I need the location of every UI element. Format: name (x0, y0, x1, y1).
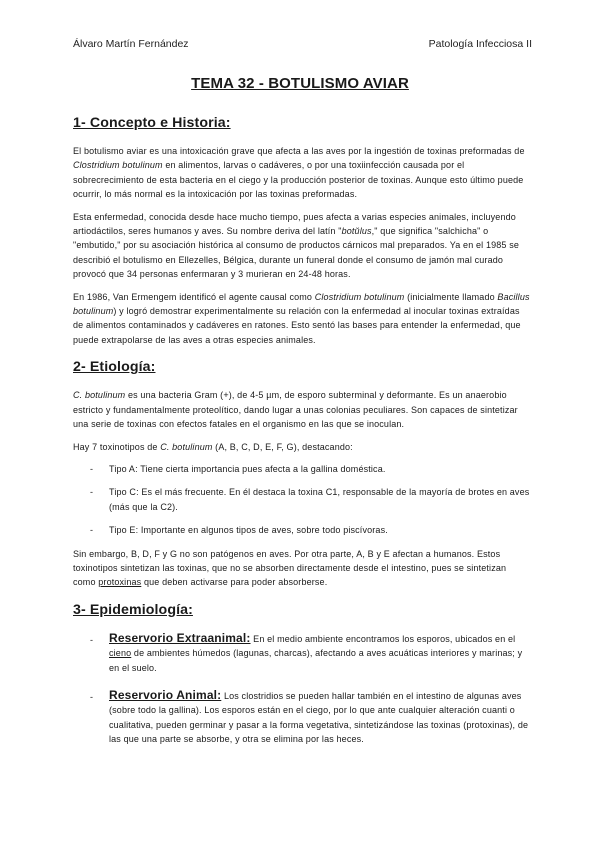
text-run: en alimentos, larvas o cadáveres, o por una toxiinfección causada por el sobrecrecimiento de esta bacteria en el ciego y la producción posterior de toxinas. Aunque esto último puede ocurrir, lo más normal es la intoxicación por las toxinas preformadas. (73, 160, 524, 200)
text-run: que deben activarse para poder absorberse. (141, 577, 328, 588)
section-heading: 2- Etiología: (73, 359, 156, 376)
paragraph (73, 290, 530, 348)
organism-name: Clostridium botulinum (314, 291, 405, 302)
list-item (90, 688, 530, 747)
header-course: Patología Infecciosa II (428, 38, 532, 50)
organism-name: C. botulinum (160, 441, 213, 452)
organism-name: Clostridium botulinum (73, 160, 163, 171)
toxinotype-list (73, 462, 530, 538)
list-item: - Tipo E: Importante en algunos tipos de aves, sobre todo piscívoras. (90, 523, 530, 537)
text-run: (inicialmente llamado (404, 291, 498, 302)
section-etiologia (73, 359, 530, 589)
underlined-term: cieno (109, 648, 132, 659)
text-run: Esta enfermedad, conocida desde hace mucho tiempo, pues afecta a varias especies animales, incluyendo artiodáctilos, seres humanos y aves. Su nombre deriva del latín " (73, 211, 516, 237)
text-run: (A, B, C, D, E, F, G), destacando: (212, 441, 353, 452)
list-item: - Tipo A: Tiene cierta importancia pues afecta a la gallina doméstica. (90, 462, 530, 476)
text-run: es una bacteria Gram (+), de 4-5 µm, de esporo subterminal y deformante. Es un anaerobio estricto y fundamentalmente proteolítico, dando lugar a unas colonias peculiares. Son capaces de sintetizar una serie de toxinas con efectos fatales en el organismo en las que se inoculan. (73, 390, 518, 430)
list-item (90, 631, 530, 675)
text-run: ," que significa "salchicha" o "embutido," por su asociación histórica al consumo de productos cárnicos mal preparados. Ya en el 1985 se describió el botulismo en Ellezelles, Bélgica, durante un funeral donde el consumo de jamón mal curado provocó que 34 personas enfermaran y 3 murieran en 24-48 horas. (73, 226, 520, 280)
header-author: Álvaro Martín Fernández (73, 38, 189, 50)
section-concepto-historia (73, 115, 530, 347)
text-run: Sin embargo, B, D, F y G no son patógenos en aves. Por otra parte, A, B y E afectan a humanos. Estos toxinotipos sintetizan las toxinas, que no se absorben directamente desde el intestino, pues se sintetizan como (73, 548, 507, 588)
organism-name: C. botulinum (73, 390, 126, 401)
underlined-term: protoxinas (98, 577, 142, 588)
text-run: de ambientes húmedos (lagunas, charcas), afectando a aves acuáticas interiores y marinas; y en el suelo. (109, 648, 523, 673)
paragraph (73, 144, 530, 202)
section-epidemiologia (73, 602, 530, 747)
section-heading: 3- Epidemiología: (73, 601, 193, 618)
text-run: Los clostridios se pueden hallar también en el intestino de algunas aves (sobre todo la gallina). Los esporos están en el ciego, por lo que ante cualquier alteración cuanti o cualitativa, pueden germinar y pasar a la forma vegetativa, sintetizándose las toxinas (protoxinas), de las que una parte se absorbe, y otra se elimina por las heces. (109, 690, 529, 745)
paragraph (73, 440, 530, 454)
document-title: TEMA 32 - BOTULISMO AVIAR (191, 75, 409, 92)
organism-name: Bacillus botulinum (73, 291, 530, 317)
latin-term: botŭlus (341, 226, 372, 237)
text-run: En 1986, Van Ermengem identificó el agente causal como (73, 291, 315, 302)
paragraph (73, 388, 530, 431)
text-run: Hay 7 toxinotipos de (73, 441, 161, 452)
reservoir-title: Reservorio Extraanimal: (109, 630, 251, 645)
text-run: El botulismo aviar es una intoxicación grave que afecta a las aves por la ingestión de toxinas preformadas de (73, 146, 525, 156)
reservoir-title: Reservorio Animal: (109, 687, 222, 702)
paragraph (73, 210, 530, 282)
document-body (73, 115, 530, 760)
list-item: - Tipo C: Es el más frecuente. En él destaca la toxina C1, responsable de la mayoría de brotes en aves (más que la C2). (90, 485, 530, 514)
text-run: ) y logró demostrar experimentalmente su relación con la enfermedad al inocular toxinas extraídas de alimentos contaminados y cadáveres en ratones. Esto sentó las bases para entender la enfermedad, que puede extrapolarse de las aves a otras especies animales. (73, 306, 521, 345)
section-heading: 1- Concepto e Historia: (73, 115, 231, 131)
text-run: En el medio ambiente encontramos los esporos, ubicados en el (250, 633, 516, 644)
reservoir-list (73, 631, 530, 747)
paragraph (73, 547, 530, 590)
